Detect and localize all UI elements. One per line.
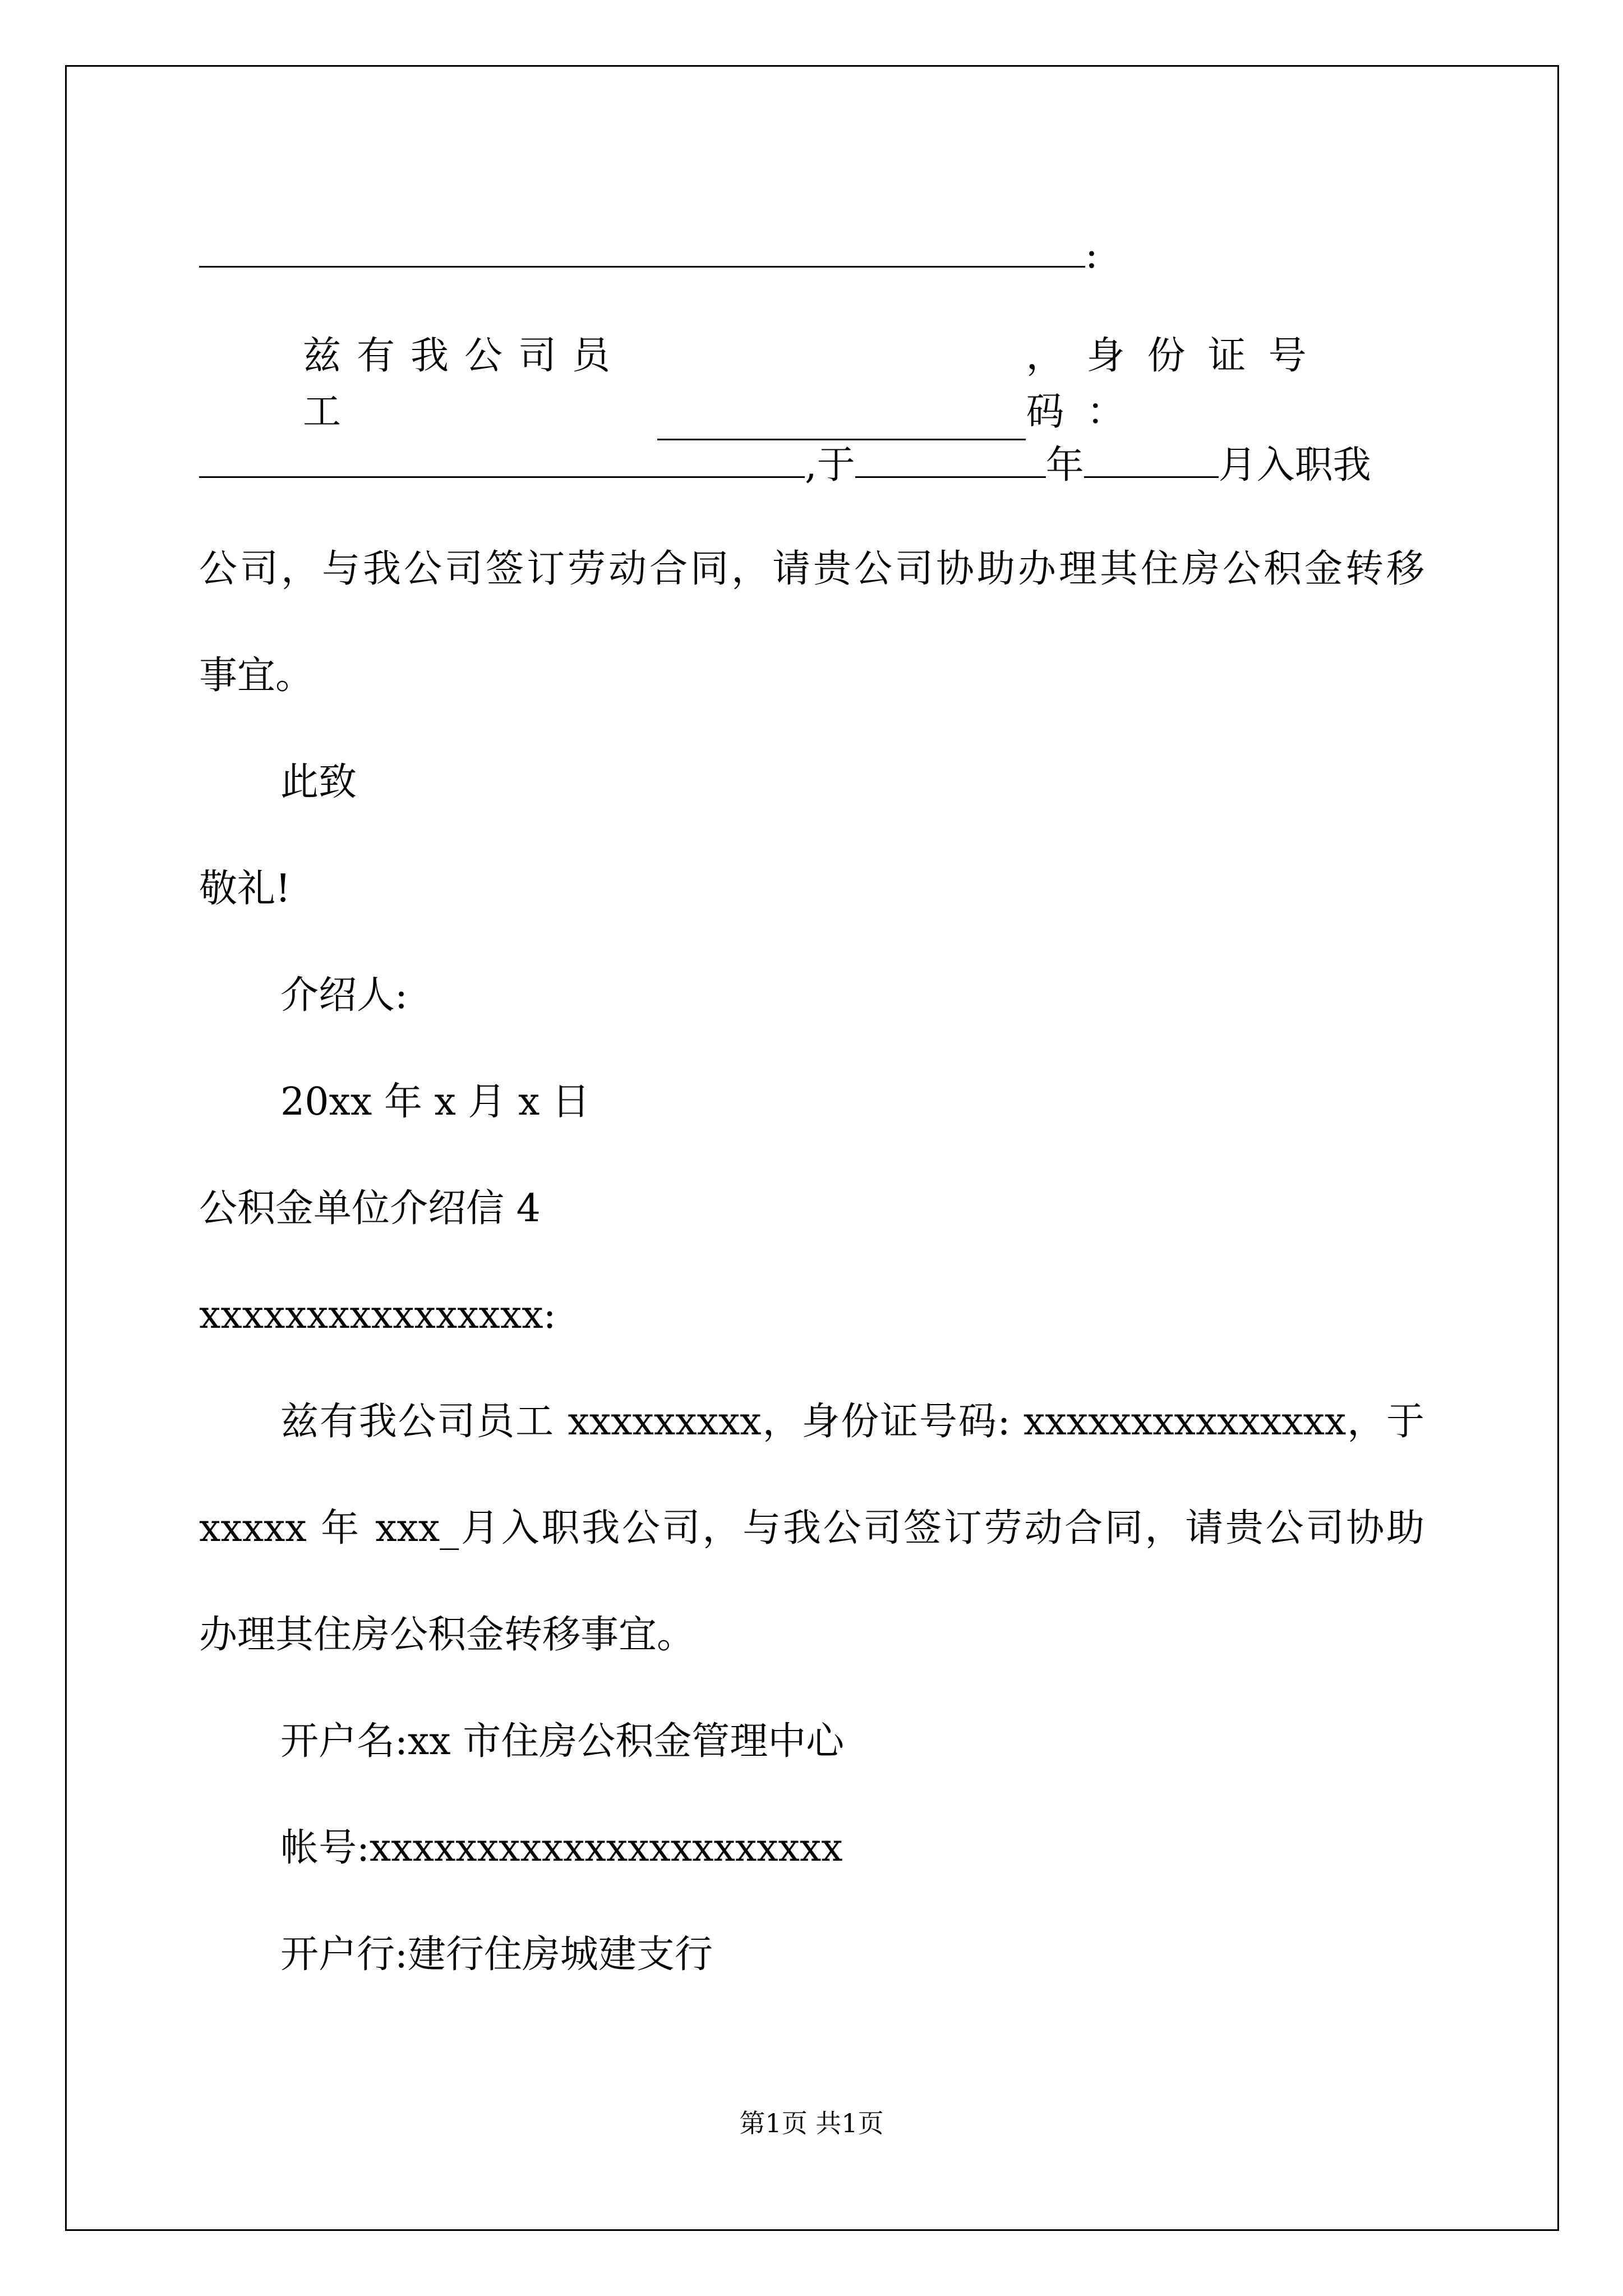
letter2-body-line-3: 办理其住房公积金转移事宜。 (199, 1613, 695, 1657)
letter1-body-line-2 (199, 438, 1371, 494)
letter1-body-line-3: 公司，与我公司签订劳动合同，请贵公司协助办理其住房公积金转移 (199, 547, 1424, 591)
letter1-year-label: 年 (1045, 443, 1084, 487)
letter2-salutation: xxxxxxxxxxxxxxxx: (199, 1293, 556, 1337)
page-footer: 第1页 共1页 (739, 2108, 884, 2138)
letter1-yu: ,于 (805, 443, 855, 487)
letter2-bank: 开户行:建行住房城建支行 (280, 1932, 713, 1977)
salutation-blank-line (199, 227, 1098, 283)
letter1-id-label: ，身份证号码： (1026, 334, 1329, 434)
letter2-account-name: 开户名:xx 市住房公积金管理中心 (280, 1719, 845, 1764)
letter1-closing: 此致 (280, 760, 357, 804)
letter1-month-label: 月入职我 (1218, 443, 1371, 487)
letter1-regards: 敬礼! (199, 867, 291, 911)
letter1-employee-prefix: 兹有我公司员工 (303, 334, 626, 434)
month-blank (1084, 441, 1219, 478)
recipient-blank (199, 231, 1085, 268)
letter1-date: 20xx 年 x 月 x 日 (280, 1080, 591, 1124)
letter1-body-line-4: 事宜。 (199, 654, 314, 698)
letter2-account-number: 帐号:xxxxxxxxxxxxxxxxxxxxxx (280, 1826, 843, 1870)
year-blank (855, 441, 1046, 478)
salutation-colon: : (1085, 233, 1098, 277)
letter2-body-line-2: xxxxx 年 xxx_月入职我公司，与我公司签订劳动合同，请贵公司协助 (199, 1506, 1424, 1550)
letter1-body-line-1 (303, 328, 1424, 440)
letter2-body-line-1: 兹有我公司员工 xxxxxxxxx，身份证号码: xxxxxxxxxxxxxxx，于 (280, 1400, 1424, 1444)
employee-name-blank (657, 404, 1026, 440)
letter1-introducer: 介绍人: (280, 973, 408, 1018)
letter2-title: 公积金单位介绍信 4 (199, 1186, 541, 1231)
id-number-blank (199, 441, 805, 478)
